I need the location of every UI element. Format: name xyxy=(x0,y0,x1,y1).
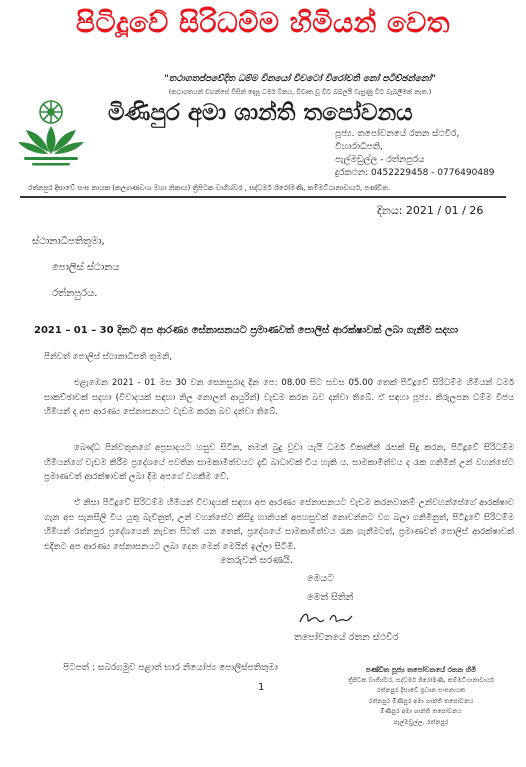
body-paragraph: එළැඹෙන 2021 - 01 මස 30 වන සෙනසුරාදා දින පෙ: 08.00 සිට සවස 05.00 තෙක් පිටිදූවේ සිරිධම්ම හිමියන් ධර්ම සාකච්ඡාවක් සදහා (විවාදයක් සඳහා නිල නොලත් ආයුරින්) වැඩම කරන බව දන්වා තිබේ. ඒ සඳහා පූජ්‍ය. කිරුලපන ධම්ම විජය හිමියන් ද අප ආරණ්‍ය සේනාසනයට වැඩම කරන බව දන්වා තිබේ. xyxy=(44,378,514,417)
body-paragraph: බෞද්ධ පින්වතුනගේ අප්‍රසාදයට හසුව සිටින, තමන් බුදු වුවා යැයි ධර්ම විකෘතීන් රැසක් සිදු කරන, පිටිදූවේ සිරිධම්ම හිමියන්ගේ වැඩම කිරීම ප්‍රදේශයේ පවතින සාමකාමීත්වයට දැඩි බාධාවක් විය හැකි ය. සාමකාමීත්වය ද රැක ගනිමින් උන් වහන්සේට ප්‍රමාණවත් ආරක්ෂාවක් ලබා දීම අපගේ වගකීම වේ. xyxy=(44,443,514,482)
stamp-line: ත්‍රිපිටක වාගීශ්වර, සද්ධර්ම ශිරෝමණි, කම්මට්ඨානාචාර්ය xyxy=(347,676,495,684)
header-divider xyxy=(20,196,506,198)
stamp-line: පැල්මඩුල්ල, රත්නපුර xyxy=(393,718,449,726)
signatory-name: තපෝවනයේ රතන ස්ථවිර xyxy=(294,632,399,643)
contact-line: පූජ්‍ය. තපෝවනයේ රතන ස්ථවිර, xyxy=(335,129,460,139)
headline: පිටිදූවේ සිරිධම්ම හිමියන් වෙත xyxy=(76,6,450,39)
letter-subject: 2021 – 01 – 30 දිනට අප ආරණ්‍ය සේනාසනයට ප්‍රමාණවත් පොලිස් ආරක්ෂාවක් ලබා ගැනීම සදහා xyxy=(34,325,458,336)
recipient-line: ස්ථානාධිපතිතුමා, xyxy=(32,236,105,247)
copy-to: පිටපත් : සබරගමුව පළාත් භාර නියෝජ්‍ය පොලිස්පතිතුමා xyxy=(63,663,278,673)
contact-line: පැල්මඩුල්ල - රත්නපුරය xyxy=(335,155,425,165)
contact-block xyxy=(335,128,495,180)
lotus-dharma-wheel-logo xyxy=(10,88,92,170)
page-number: 1 xyxy=(258,682,265,693)
stamp-line: මිණිපුර අමා ශාන්ති තපෝවනය xyxy=(380,708,462,715)
organization-name: මිණිපුර අමා ශාන්ති තපෝවනය xyxy=(108,100,413,126)
handwritten-signature xyxy=(296,608,356,628)
letterhead-address: රත්නපුර දිසාවේ සංඝ නායක (කල්‍යාණවංශ මහා නිකාය) ත්‍රිපිටක වාගීශ්වර , සද්ධර්ම ශිරෝමණි, කම්මට්ඨානාචාර්ය, පණ්ඩිත. xyxy=(28,184,391,192)
contact-line: විහාරාධිපති, xyxy=(335,142,383,152)
closing: තෙරුවන් සරණයි. xyxy=(220,555,293,566)
body-paragraph: ඒ නිසා පිටිදූවේ සිරිධම්ම හිමියන් විවාදයක් සඳහා අප ආරණ්‍ය සේනාසනයට වැඩම කරනවානම් උන්වහන්සේගේ ආරක්ෂාව ගැන අප සැනසිලි විය යුතු බැවිනුත්, උන් වහන්සේට කිසිදු හානියක් අපහසුවක් නොවන්නට වග බලා ගනිමිනුත්, පිටිදූවේ සිරිධම්ම හිමියන් රත්නපුර ප්‍රදේශයෙන් නැවත පිටත් යන තෙක්, ප්‍රදේශයේ සාමකාමීත්වය රැක ගැනීමටත්, ප්‍රමාණවත් පොලිස් ආරක්ෂාවක් එදිනට අප ආරණ්‍ය සේනාසනයට ලබා දෙන මෙන් මෙයින් ඉල්ලා සිටිමි. xyxy=(44,498,514,552)
sign-off-friend: මෙත් සිතින් xyxy=(307,592,354,603)
recipient-line: පොලිස් ස්ථානය xyxy=(52,262,120,273)
official-seal-stamp xyxy=(336,665,506,728)
stamp-line: රත්නපුර දිසාවේ ප්‍රධාන සංඝනායක xyxy=(376,687,466,694)
stamp-line: රත්නපුර මිණිපුර අමා ශාන්ති තපෝවනය xyxy=(368,697,474,705)
recipient-line: රත්නපුරය. xyxy=(52,288,98,299)
contact-phone: දුරකථන: 0452229458 - 0776490489 xyxy=(335,168,495,178)
motto: "තථාගතප්පවේදිත ධම්ම විනයෝ විවටෝ විරෝචති නෝ පටිච්ඡන්නෝ" xyxy=(164,74,436,84)
letter-date: දිනය: 2021 / 01 / 26 xyxy=(377,204,484,217)
motto-translation: (තථාගතයන් වහන්සේ විසින් දෙසූ ධර්ම විනය, විවෘත වූ විට බබලයි වැසුණු විට බැබලීමක් නැත.) xyxy=(168,88,432,96)
salutation: පින්වත් පොලිස් ස්ථානාධිපති තුමනි, xyxy=(44,352,173,362)
sign-off: මෙයට xyxy=(307,573,334,584)
stamp-title: පණ්ඩිත පූජ්‍ය තපෝවනයේ රතන හිමි xyxy=(365,666,477,674)
